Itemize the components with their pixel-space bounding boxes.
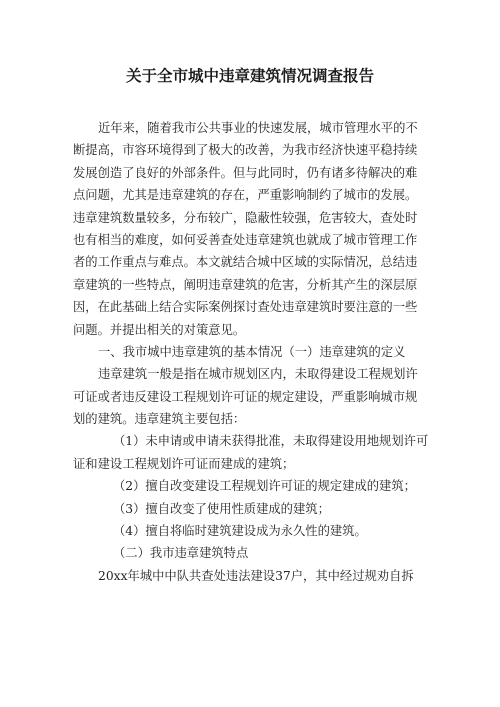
body-line: 也有相当的难度，如何妥善查处违章建筑也就成了城市管理工作 xyxy=(73,232,418,247)
body-line: 问题。并提出相关的对策意见。 xyxy=(73,322,246,337)
body-line: 20xx年城中中队共查处违法建设37户，其中经过规劝自拆 xyxy=(98,568,414,583)
body-line: 断提高，市容环境得到了极大的改善，为我市经济快速平稳持续 xyxy=(73,143,418,158)
document-title: 关于全市城中违章建筑情况调查报告 xyxy=(125,67,374,85)
body-line: 章建筑的一些特点，阐明违章建筑的危害，分析其产生的深层原 xyxy=(73,277,418,292)
body-line: 划的建筑。违章建筑主要包括： xyxy=(73,412,246,427)
body-line: 违章建筑数量较多，分布较广，隐蔽性较强，危害较大，查处时 xyxy=(73,210,418,225)
body-line: 发展创造了良好的外部条件。但与此同时，仍有诸多待解决的难 xyxy=(73,165,418,180)
body-line: 因，在此基础上结合实际案例探讨查处违章建筑时要注意的一些 xyxy=(73,300,418,315)
list-item: （4）擅自将临时建筑建设成为永久性的建筑。 xyxy=(113,524,367,539)
body-line: 违章建筑一般是指在城市规划区内，未取得建设工程规划许 xyxy=(98,367,418,382)
section-heading: 一、我市城中违章建筑的基本情况（一）违章建筑的定义 xyxy=(98,344,406,359)
subsection-heading: （二）我市违章建筑特点 xyxy=(113,546,249,561)
body-line: 可证或者违反建设工程规划许可证的规定建设，严重影响城市规 xyxy=(73,389,418,404)
document-body xyxy=(73,117,435,587)
body-line: 点问题，尤其是违章建筑的存在，严重影响制约了城市的发展。 xyxy=(73,188,418,203)
body-line: 证和建设工程规划许可证而建成的建筑； xyxy=(73,456,295,471)
list-item: （3）擅自改变了使用性质建成的建筑； xyxy=(113,501,330,516)
list-item: （2）擅自改变建设工程规划许可证的规定建成的建筑； xyxy=(113,479,416,494)
body-line: 者的工作重点与难点。本文就结合城中区域的实际情况，总结违 xyxy=(73,255,418,270)
list-item: （1）未申请或申请未获得批准，未取得建设用地规划许可 xyxy=(113,434,429,449)
body-line: 近年来，随着我市公共事业的快速发展，城市管理水平的不 xyxy=(98,121,418,135)
